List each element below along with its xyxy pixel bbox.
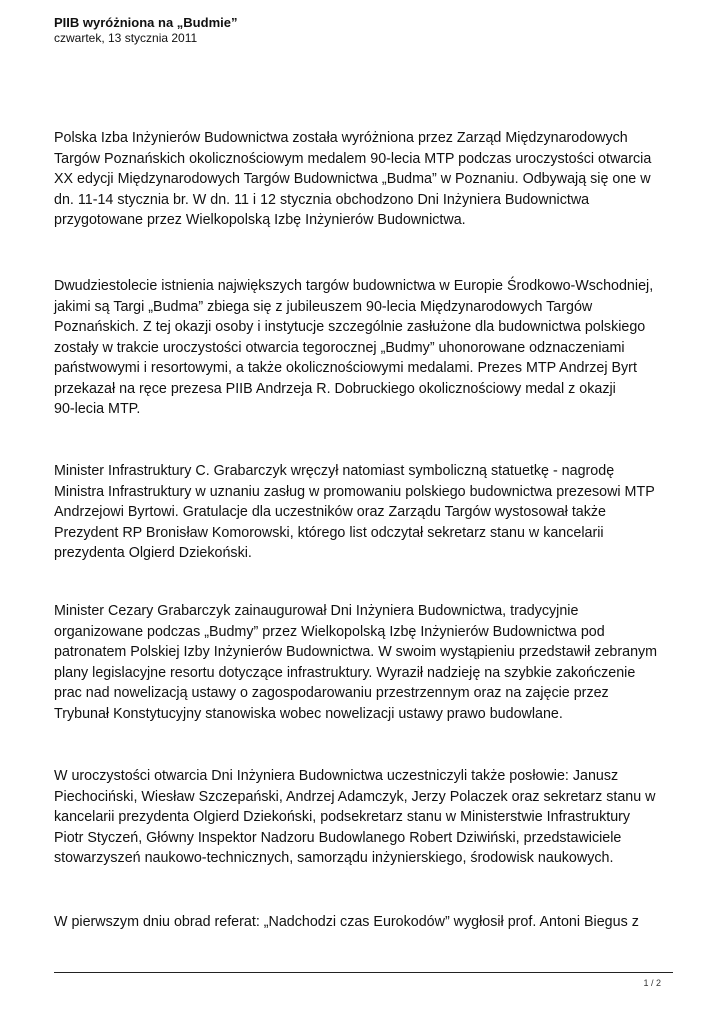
text-line: prezydenta Olgierd Dziekoński.	[54, 545, 252, 561]
text-line: kancelarii prezydenta Olgierd Dziekoński, podsekretarz stanu w Ministerstwie Infrastruktury	[54, 809, 631, 825]
text-line: W pierwszym dniu obrad referat: „Nadchodzi czas Eurokodów” wygłosił prof. Antoni Biegus z	[54, 914, 639, 930]
text-line: Ministra Infrastruktury w uznaniu zasług w promowaniu polskiego budownictwa prezesowi MTP	[54, 483, 655, 500]
page-number: 1 / 2	[643, 978, 661, 988]
text-line: Minister Cezary Grabarczyk zainaugurował Dni Inżyniera Budownictwa, tradycyjnie	[54, 603, 579, 619]
text-line: przygotowane przez Wielkopolską Izbę Inżynierów Budownictwa.	[54, 212, 466, 228]
paragraph-4	[54, 601, 657, 724]
footer-divider	[54, 972, 673, 973]
article-date: czwartek, 13 stycznia 2011	[54, 31, 198, 45]
text-line: Trybunał Konstytucyjny stanowiska wobec nowelizacji ustawy prawo budowlane.	[54, 705, 563, 722]
text-line: patronatem Polskiej Izby Inżynierów Budownictwa. W swoim wystąpieniu przedstawił zebranym	[54, 644, 658, 660]
text-line: W uroczystości otwarcia Dni Inżyniera Budownictwa uczestniczyli także posłowie: Janusz	[54, 768, 619, 784]
text-line: Minister Infrastruktury C. Grabarczyk wręczył natomiast symboliczną statuetkę - nagrodę	[54, 463, 615, 479]
text-line: Prezydent RP Bronisław Komorowski, którego list odczytał sekretarz stanu w kancelarii	[54, 524, 604, 541]
text-line: Piechociński, Wiesław Szczepański, Andrzej Adamczyk, Jerzy Polaczek oraz sekretarz stanu w	[54, 788, 656, 805]
text-line: jakimi są Targi „Budma” zbiega się z jubileuszem 90-lecia Międzynarodowych Targów	[54, 298, 593, 315]
text-line: dn. 11-14 stycznia br. W dn. 11 i 12 stycznia obchodzono Dni Inżyniera Budownictwa	[54, 191, 590, 208]
text-line: XX edycji Międzynarodowych Targów Budownictwa „Budma” w Poznaniu. Odbywają się one w	[54, 171, 651, 187]
text-line: Polska Izba Inżynierów Budownictwa została wyróżniona przez Zarząd Międzynarodowych	[54, 130, 628, 146]
text-line: zostały w trakcie uroczystości otwarcia tegorocznej „Budmy” uhonorowane odznaczeniami	[54, 339, 625, 356]
text-line: Dwudziestolecie istnienia największych targów budownictwa w Europie Środkowo-Wschodniej,	[54, 278, 654, 294]
text-line: przekazał na ręce prezesa PIIB Andrzeja R. Dobruckiego okolicznościowy medal z okazji	[54, 380, 616, 397]
text-line: Piotr Styczeń, Główny Inspektor Nadzoru Budowlanego Robert Dziwiński, przedstawiciele	[54, 829, 622, 846]
paragraph-3	[54, 461, 655, 564]
paragraph-1	[54, 128, 651, 231]
text-line: 90-lecia MTP.	[54, 401, 141, 417]
paragraph-6	[54, 912, 639, 933]
text-line: Andrzejowi Byrtowi. Gratulacje dla uczestników oraz Zarządu Targów wystosował także	[54, 504, 606, 520]
paragraph-2	[54, 276, 653, 420]
document-header	[54, 14, 674, 46]
article-title: PIIB wyróżniona na „Budmie”	[54, 15, 238, 30]
text-line: Poznańskich. Z tej okazji osoby i instytucje szczególnie zasłużone dla budownictwa polskiego	[54, 319, 646, 335]
paragraph-5	[54, 766, 656, 869]
text-line: Targów Poznańskich okolicznościowym medalem 90-lecia MTP podczas uroczystości otwarcia	[54, 150, 652, 167]
text-line: organizowane podczas „Budmy” przez Wielkopolską Izbę Inżynierów Budownictwa pod	[54, 623, 605, 640]
text-line: prac nad nowelizacją ustawy o zagospodarowaniu przestrzennym oraz na zajęcie przez	[54, 685, 609, 701]
text-line: państwowymi i resortowymi, a także okolicznościowymi medalami. Prezes MTP Andrzej Byrt	[54, 360, 637, 376]
text-line: stowarzyszeń naukowo-technicznych, samorządu inżynierskiego, środowisk naukowych.	[54, 850, 614, 866]
text-line: plany legislacyjne resortu dotyczące infrastruktury. Wyraził nadzieję na szybkie zakończenie	[54, 664, 636, 681]
